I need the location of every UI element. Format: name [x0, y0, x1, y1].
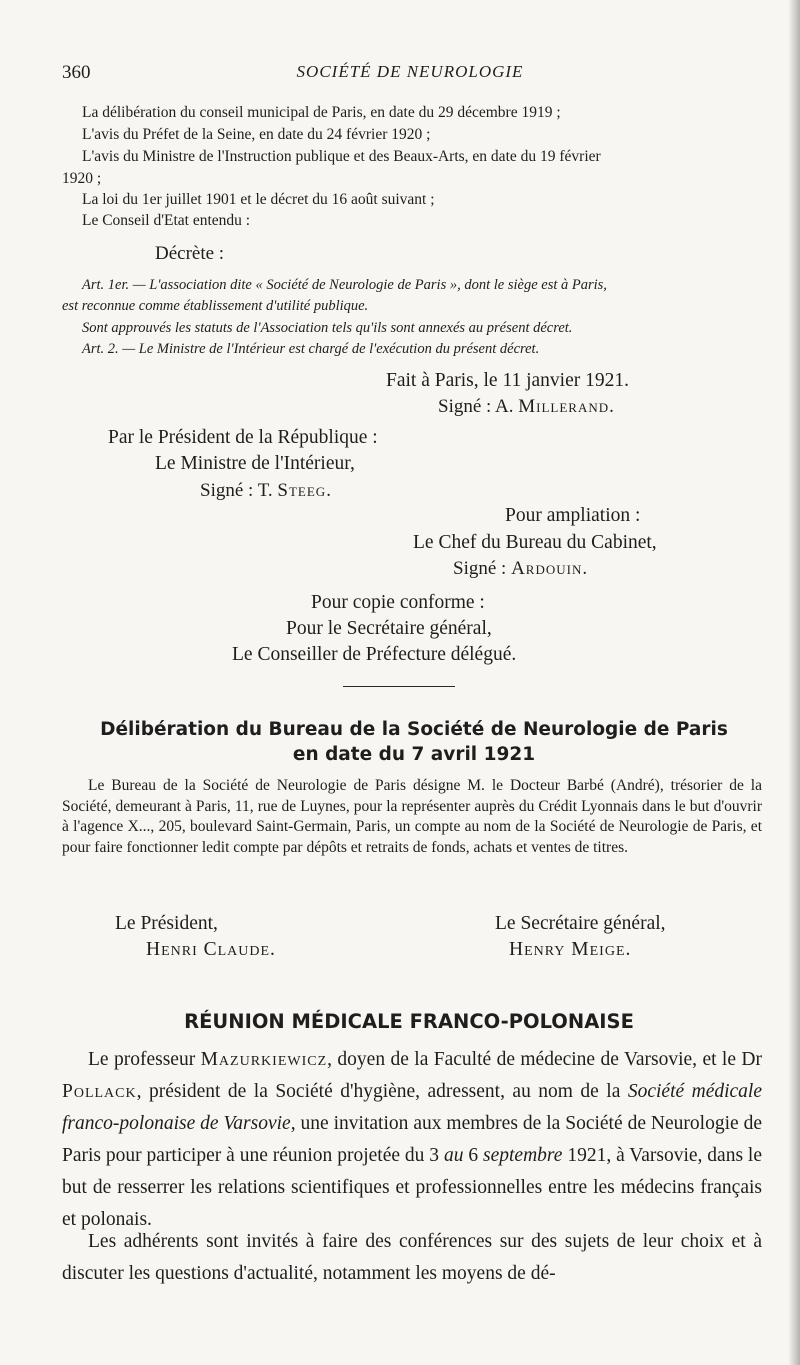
- councillor-line: Le Conseiller de Préfecture délégué.: [232, 644, 517, 665]
- decree-statutes: Sont approuvés les statuts de l'Association tels qu'ils sont annexés au présent décret.: [82, 320, 573, 336]
- ampliation-line: Pour ampliation :: [505, 505, 641, 526]
- minister-line: Le Ministre de l'Intérieur,: [155, 453, 355, 474]
- society-name: Société médicale franco-polonaise de Varsovie: [62, 1081, 762, 1134]
- copy-conform-line: Pour copie conforme :: [311, 592, 485, 613]
- decree-article-1-cont: est reconnue comme établissement d'utilité publique.: [62, 298, 369, 314]
- signature-president: [438, 396, 615, 418]
- president-title: Le Président,: [115, 913, 218, 934]
- signature-place-date: Fait à Paris, le 11 janvier 1921.: [386, 370, 629, 391]
- decree-article-1: Art. 1er. — L'association dite « Société de Neurologie de Paris », dont le siège est à Paris,: [82, 277, 607, 293]
- visa-line: Le Conseil d'Etat entendu :: [82, 212, 251, 229]
- visa-line: L'avis du Préfet de la Seine, en date du 24 février 1920 ;: [82, 126, 431, 143]
- reunion-title: RÉUNION MÉDICALE FRANCO-POLONAISE: [184, 1010, 634, 1033]
- signatory-name: Ardouin.: [511, 558, 589, 579]
- secretary-title: Le Secrétaire général,: [495, 913, 666, 934]
- text-run: Le professeur: [88, 1049, 201, 1070]
- signed-label: Signé : T.: [200, 480, 278, 501]
- visa-line: La loi du 1er juillet 1901 et le décret du 16 août suivant ;: [82, 191, 435, 208]
- text-run: septembre: [483, 1145, 563, 1166]
- president-name: Henri Claude.: [146, 939, 276, 960]
- signatory-name: Millerand.: [518, 396, 615, 417]
- signature-chief: [453, 558, 588, 580]
- person-name: Mazurkiewicz: [200, 1049, 328, 1070]
- text-run: 1921, à Varsovie, dans le but de resserrer les relations scientifiques et professionnelles entre les médecins français et polonais.: [62, 1145, 763, 1230]
- signed-label: Signé :: [453, 558, 512, 579]
- text-run: 6: [463, 1145, 483, 1166]
- decree-article-2: Art. 2. — Le Ministre de l'Intérieur est chargé de l'exécution du présent décret.: [82, 341, 540, 357]
- page-number: 360: [62, 62, 91, 83]
- deliberation-date: en date du 7 avril 1921: [292, 744, 536, 765]
- for-secretary-line: Pour le Secrétaire général,: [286, 618, 492, 639]
- text-run: , doyen de la Faculté de médecine de Varsovie, et le Dr: [327, 1049, 762, 1070]
- signed-label: Signé : A.: [438, 396, 519, 417]
- visa-line: L'avis du Ministre de l'Instruction publique et des Beaux-Arts, en date du 19 février: [82, 148, 601, 165]
- deliberation-title: Délibération du Bureau de la Société de Neurologie de Paris: [100, 719, 728, 740]
- reunion-paragraph-1: [62, 1044, 762, 1236]
- secretary-name: Henry Meige.: [509, 939, 632, 960]
- text-run: , une invitation aux membres de la Société de Neurologie de Paris pour participer à une réunion projetée du 3: [62, 1113, 763, 1166]
- signatory-name: Steeg.: [277, 480, 332, 501]
- person-name: Pollack: [62, 1081, 137, 1102]
- section-divider: [343, 686, 455, 687]
- decree-heading: Décrète :: [155, 243, 225, 264]
- deliberation-body: Le Bureau de la Société de Neurologie de Paris désigne M. le Docteur Barbé (André), trésorier de la Société, demeurant à Paris, 11, rue de Luynes, pour la représenter auprès du Crédit Lyonnais dans le but d'ouvrir à l'agence X..., 205, boulevard Saint-Germain, Paris, un compte au nom de la Société de Neurologie de Paris, et pour faire fonctionner ledit compte par dépôts et retraits de fonds, achats et ventes de titres.: [62, 777, 762, 856]
- visa-line: 1920 ;: [62, 170, 102, 187]
- text-run: au: [443, 1145, 464, 1166]
- visa-line: La délibération du conseil municipal de Paris, en date du 29 décembre 1919 ;: [82, 104, 561, 121]
- text-run: , président de la Société d'hygiène, adressent, au nom de la: [136, 1081, 628, 1102]
- page-edge-shadow: [788, 0, 800, 1365]
- running-head: SOCIÉTÉ DE NEUROLOGIE: [296, 62, 524, 81]
- chief-line: Le Chef du Bureau du Cabinet,: [413, 532, 657, 553]
- signature-minister: [200, 480, 332, 502]
- by-president-line: Par le Président de la République :: [108, 427, 378, 448]
- reunion-paragraph-2: Les adhérents sont invités à faire des conférences sur des sujets de leur choix et à discuter les questions d'actualité, notamment les moyens de dé-: [62, 1231, 762, 1284]
